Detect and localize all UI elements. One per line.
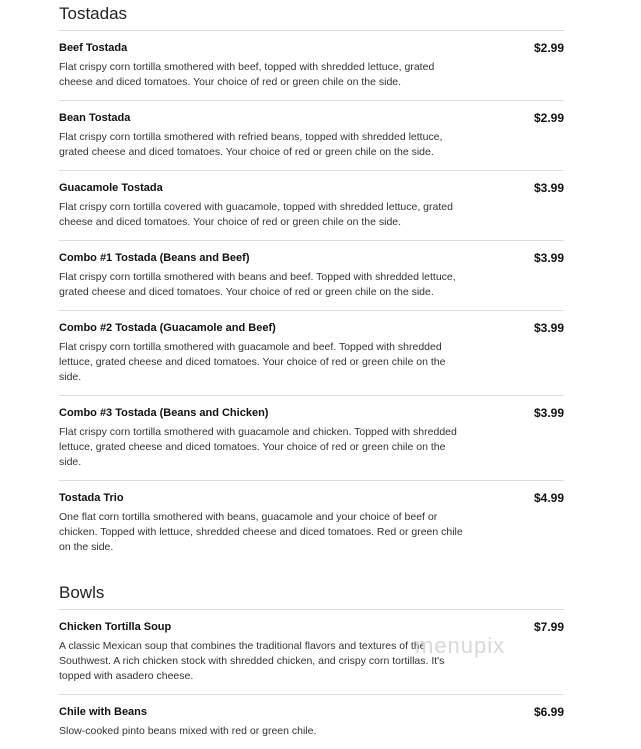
menu-item xyxy=(59,695,564,749)
item-name: Tostada Trio xyxy=(59,492,124,504)
item-description: Flat crispy corn tortilla smothered with guacamole and chicken. Topped with shredded lettuce, grated cheese and diced tomatoes. Your choice of red or green chile on the side. xyxy=(59,426,457,468)
menu-item xyxy=(59,241,564,311)
item-name: Combo #1 Tostada (Beans and Beef) xyxy=(59,252,250,264)
menu-item xyxy=(59,311,564,396)
item-price: $7.99 xyxy=(533,620,564,634)
item-price: $3.99 xyxy=(533,321,564,335)
item-price: $3.99 xyxy=(533,406,564,420)
watermark-logo: menupix xyxy=(415,633,506,658)
item-name: Beef Tostada xyxy=(59,42,128,54)
item-description: Flat crispy corn tortilla smothered with beef, topped with shredded lettuce, grated cheese and diced tomatoes. Your choice of red or green chile on the side. xyxy=(59,61,435,88)
section-bowls xyxy=(59,579,564,749)
item-name: Bean Tostada xyxy=(59,112,131,124)
menu-item xyxy=(59,31,564,101)
item-price: $3.99 xyxy=(533,251,564,265)
section-title: Bowls xyxy=(59,583,105,602)
item-price: $6.99 xyxy=(533,705,564,719)
item-description: Flat crispy corn tortilla smothered with guacamole and beef. Topped with shredded lettuce, grated cheese and diced tomatoes. Your choice of red or green chile on the side. xyxy=(59,341,446,383)
menu-item xyxy=(59,171,564,241)
item-name: Combo #2 Tostada (Guacamole and Beef) xyxy=(59,322,276,334)
menu-item xyxy=(59,481,564,565)
section-tostadas xyxy=(59,0,564,565)
item-price: $3.99 xyxy=(533,181,564,195)
item-price: $2.99 xyxy=(533,41,564,55)
menu-item xyxy=(59,101,564,171)
item-description: Flat crispy corn tortilla smothered with beans and beef. Topped with shredded lettuce, grated cheese and diced tomatoes. Your choice of red or green chile on the side. xyxy=(59,271,456,298)
item-description: Flat crispy corn tortilla smothered with refried beans, topped with shredded lettuce, grated cheese and diced tomatoes. Your choice of red or green chile on the side. xyxy=(59,131,443,158)
item-description: One flat corn tortilla smothered with beans, guacamole and your choice of beef or chicken. Topped with lettuce, shredded cheese and diced tomatoes. Red or green chile on the side. xyxy=(59,511,463,553)
item-name: Guacamole Tostada xyxy=(59,182,163,194)
item-price: $2.99 xyxy=(533,111,564,125)
menu-item xyxy=(59,396,564,481)
item-description: Flat crispy corn tortilla covered with guacamole, topped with shredded lettuce, grated cheese and diced tomatoes. Your choice of red or green chile on the side. xyxy=(59,201,453,228)
section-title: Tostadas xyxy=(59,4,128,23)
item-price: $4.99 xyxy=(533,491,564,505)
item-description: Slow-cooked pinto beans mixed with red or green chile. xyxy=(59,725,317,737)
item-name: Combo #3 Tostada (Beans and Chicken) xyxy=(59,407,269,419)
item-description: A classic Mexican soup that combines the traditional flavors and textures of the Southwest. A rich chicken stock with shredded chicken, and crispy corn tortillas. It's topped with asadero cheese. xyxy=(59,640,445,682)
item-name: Chile with Beans xyxy=(59,706,148,718)
item-name: Chicken Tortilla Soup xyxy=(59,621,172,633)
